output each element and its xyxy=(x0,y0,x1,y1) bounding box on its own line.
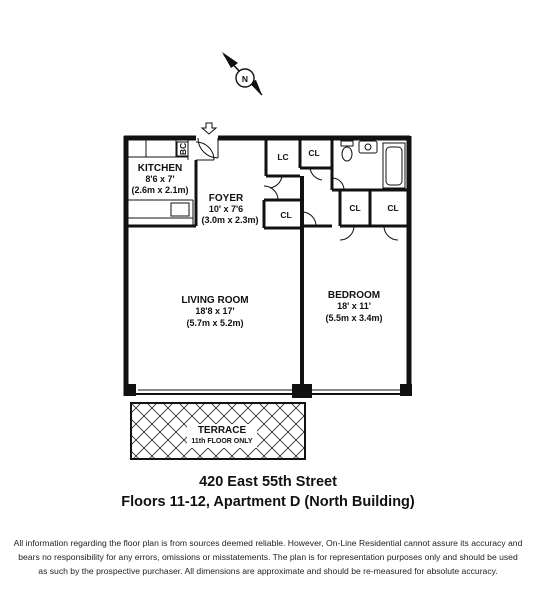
kitchen-dim-metric: (2.6m x 2.1m) xyxy=(131,185,189,195)
bedroom-name: BEDROOM xyxy=(327,290,381,301)
bedroom-dim-metric: (5.5m x 3.4m) xyxy=(325,313,383,323)
bedroom-dim-imperial: 18' x 11' xyxy=(337,301,371,311)
unit-description: Floors 11-12, Apartment D (North Building) xyxy=(121,494,415,510)
living-room-name: LIVING ROOM xyxy=(181,295,249,306)
kitchen-dim-imperial: 8'6 x 7' xyxy=(145,174,175,184)
north-arrow-icon xyxy=(222,52,262,95)
living-room-label xyxy=(181,295,248,328)
foyer-dim-imperial: 10' x 7'6 xyxy=(208,204,244,214)
living-room-dim-imperial: 18'8 x 17' xyxy=(195,306,235,316)
foyer-name: FOYER xyxy=(208,193,244,204)
terrace-label xyxy=(191,425,253,445)
closet-label-cl: CL xyxy=(387,203,399,213)
broom-closet-label: BC xyxy=(178,142,188,156)
disclaimer-line: as such by the prospective purchaser. All dimensions are approximate and should be re-measured for absolute accuracy. xyxy=(38,566,498,576)
kitchen-label xyxy=(131,143,188,195)
disclaimer-line: bears no responsibility for any errors, omissions or misstatements. The plan is for representation purposes only and should be used xyxy=(18,552,518,562)
kitchen-name: KITCHEN xyxy=(137,163,183,174)
building-address: 420 East 55th Street xyxy=(199,474,337,490)
disclaimer-line: All information regarding the floor plan is from sources deemed reliable. However, On-Line Residential cannot assure its accuracy and xyxy=(13,538,523,548)
closet-label-cl: CL xyxy=(280,210,292,220)
closet-label-lc: LC xyxy=(277,152,289,162)
terrace-name: TERRACE xyxy=(197,425,247,436)
foyer-label xyxy=(201,193,258,225)
living-room-dim-metric: (5.7m x 5.2m) xyxy=(186,318,244,328)
closet-label-cl: CL xyxy=(349,203,361,213)
disclaimer xyxy=(6,536,530,578)
compass-label: N xyxy=(241,74,249,84)
closet-label-cl: CL xyxy=(308,148,320,158)
foyer-walls xyxy=(198,138,409,396)
bedroom-label xyxy=(325,290,382,323)
foyer-dim-metric: (3.0m x 2.3m) xyxy=(201,215,259,225)
terrace-note: 11th FLOOR ONLY xyxy=(191,438,253,445)
entry-arrow-icon xyxy=(202,123,216,134)
